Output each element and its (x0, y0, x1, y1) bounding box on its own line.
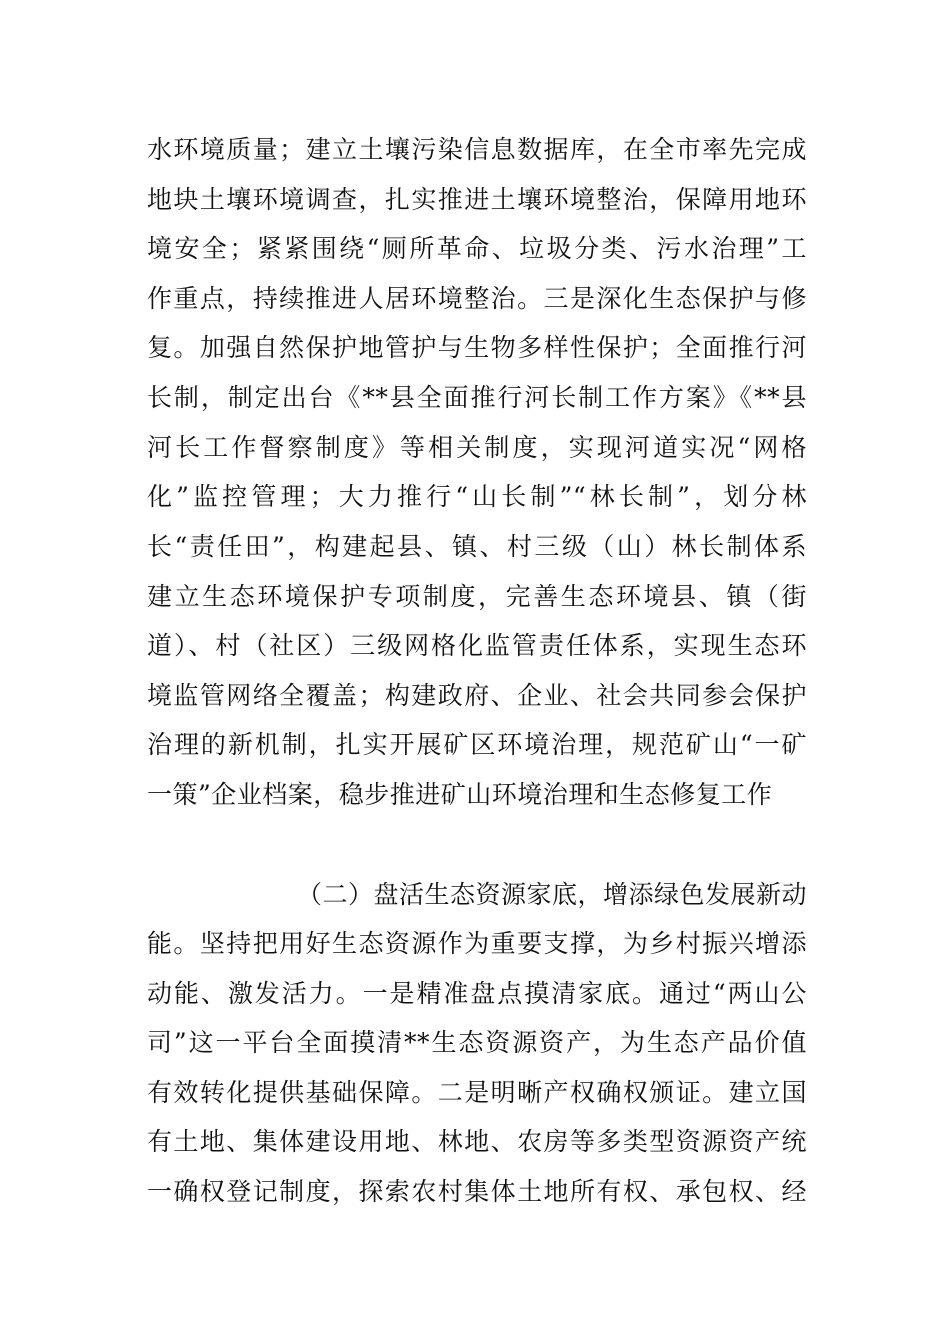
text-line: 动能、激发活力。一是精准盘点摸清家底。通过“两山公 (147, 979, 807, 1008)
text-line: 作重点，持续推进人居环境整治。三是深化生态保护与修 (147, 284, 807, 313)
text-line: 建立生态环境保护专项制度，完善生态环境县、镇（街 (147, 582, 807, 611)
text-line: 有效转化提供基础保障。二是明晰产权确权颁证。建立国 (147, 1078, 807, 1107)
text-line: 有土地、集体建设用地、林地、农房等多类型资源资产统 (147, 1127, 807, 1156)
text-line: 长“责任田”，构建起县、镇、村三级（山）林长制体系 (147, 532, 807, 561)
text-line: 水环境质量；建立土壤污染信息数据库，在全市率先完成 (147, 135, 807, 164)
text-line: 化”监控管理；大力推行“山长制”“林长制”，划分林 (147, 482, 807, 511)
text-line: 复。加强自然保护地管护与生物多样性保护；全面推行河 (147, 333, 807, 362)
text-line: 道）、村（社区）三级网格化监管责任体系，实现生态环 (147, 631, 807, 660)
text-line: 一确权登记制度，探索农村集体土地所有权、承包权、经 (147, 1177, 807, 1206)
text-line: 河长工作督察制度》等相关制度，实现河道实况“网格 (147, 433, 807, 462)
text-line: 境监管网络全覆盖；构建政府、企业、社会共同参会保护 (147, 681, 807, 710)
text-line: 地块土壤环境调查，扎实推进土壤环境整治，保障用地环 (147, 185, 807, 214)
section-heading-line: （二）盘活生态资源家底，增添绿色发展新动 (297, 880, 808, 909)
text-line: 能。坚持把用好生态资源作为重要支撑，为乡村振兴增添 (147, 929, 807, 958)
text-line: 长制，制定出台《**县全面推行河长制工作方案》《**县 (147, 383, 807, 412)
text-line: 治理的新机制，扎实开展矿区环境治理，规范矿山“一矿 (147, 730, 807, 759)
text-line: 司”这一平台全面摸清**生态资源资产，为生态产品价值 (147, 1028, 807, 1057)
text-line: 一策”企业档案，稳步推进矿山环境治理和生态修复工作 (147, 780, 773, 809)
text-line: 境安全；紧紧围绕“厕所革命、垃圾分类、污水治理”工 (147, 234, 807, 263)
